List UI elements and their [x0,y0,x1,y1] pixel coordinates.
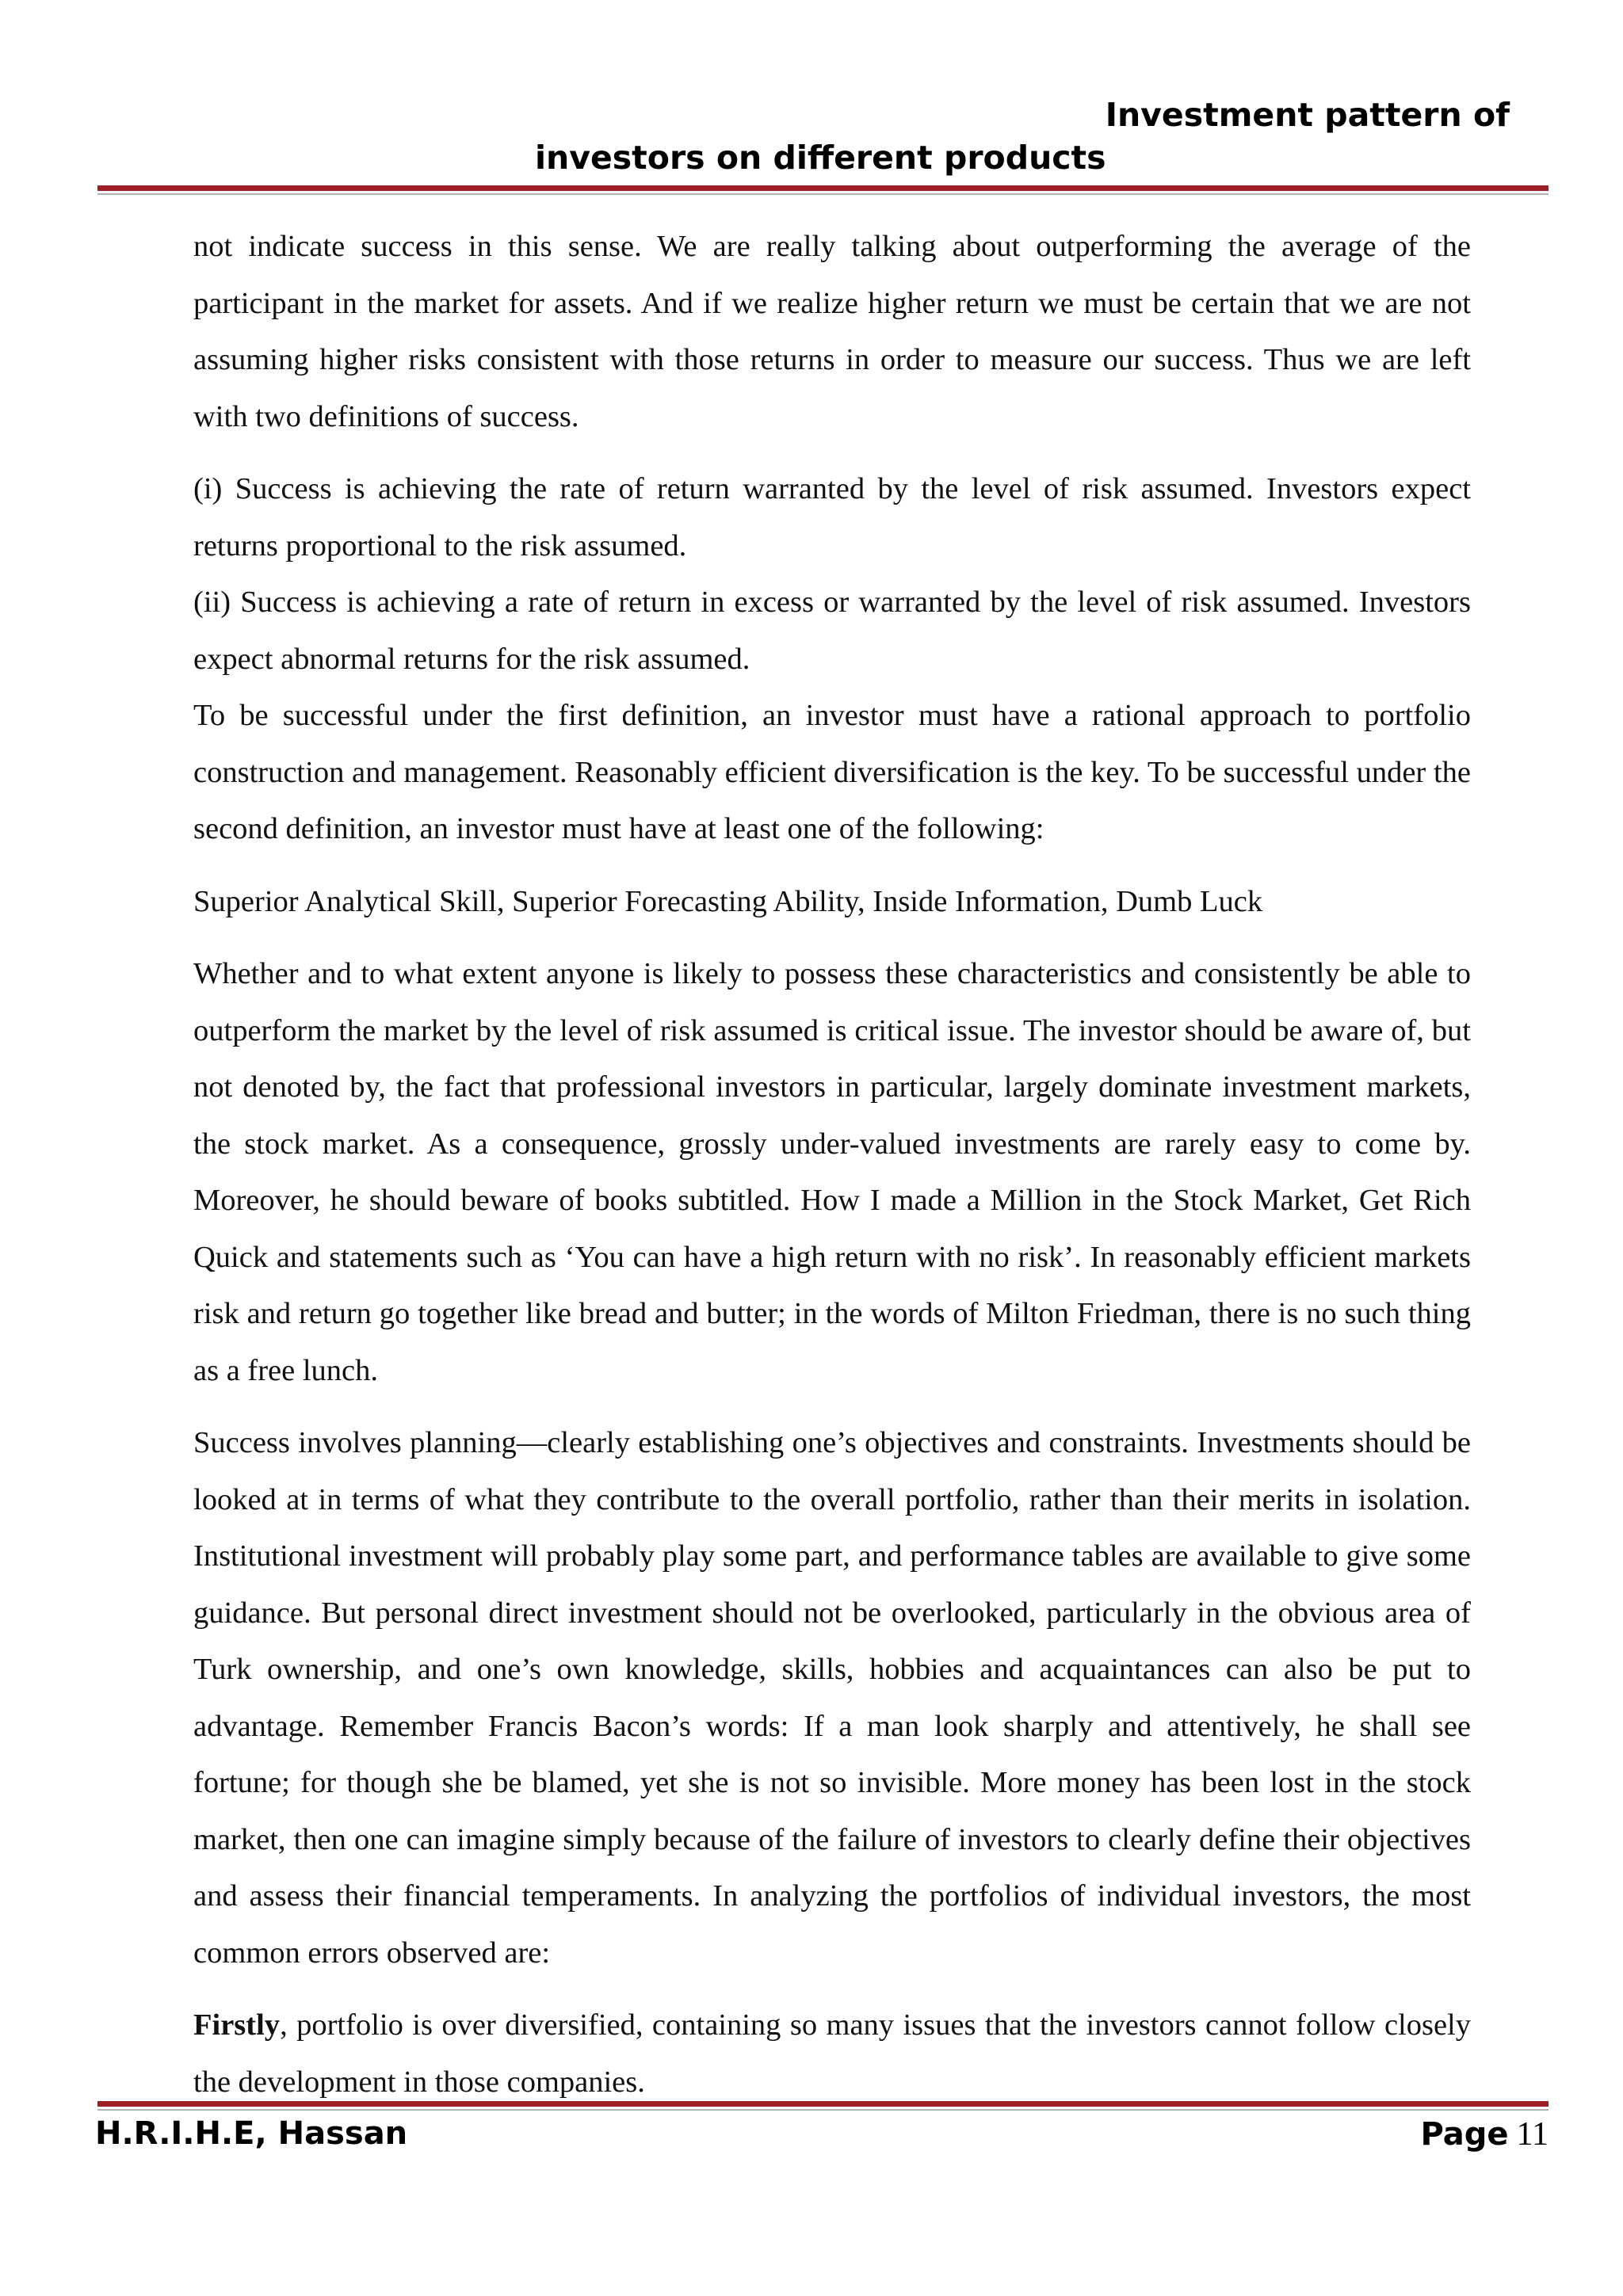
paragraph-definition-2: (ii) Success is achieving a rate of return in excess or warranted by the level of risk assumed. Investors expect abnormal returns for the risk assumed. [193,585,1471,676]
footer-author: H.R.I.H.E, Hassan [95,2115,408,2152]
footer-rule-thin [97,2109,1549,2111]
header-rule-thin [97,193,1549,195]
paragraph-5: Success involves planning—clearly establishing one’s objectives and constraints. Investments should be looked at in terms of what they contribute to the overall portfolio, rather than their merits in isolation. Institutional investment will probably play some part, and performance tables are available to give some guidance. But personal direct investment should not be overlooked, particularly in the obvious area of Turk ownership, and one’s own knowledge, skills, hobbies and acquaintances can also be put to advantage. Remember Francis Bacon’s words: If a man look sharply and attentively, he shall see fortune; for though she be blamed, yet she is not so invisible. More money has been lost in the stock market, then one can imagine simply because of the failure of investors to clearly define their objectives and assess their financial temperaments. In analyzing the portfolios of individual investors, the most common errors observed are: [193,1426,1471,1970]
footer-rule-thick [97,2101,1549,2107]
paragraph-skills-list: Superior Analytical Skill, Superior Forecasting Ability, Inside Information, Dumb Luck [193,884,1263,918]
firstly-text: , portfolio is over diversified, containing so many issues that the investors cannot follow closely the development in those companies. [193,2008,1471,2099]
header-rule-thick [97,185,1549,191]
paragraph-4: Whether and to what extent anyone is likely to possess these characteristics and consistently be able to outperform the market by the level of risk assumed is critical issue. The investor should be aware of, but not denoted by, the fact that professional investors in particular, largely dominate investment markets, the stock market. As a consequence, grossly under-valued investments are rarely easy to come by. Moreover, he should beware of books subtitled. How I made a Million in the Stock Market, Get Rich Quick and statements such as ‘You can have a high return with no risk’. In reasonably efficient markets risk and return go together like bread and butter; in the words of Milton Friedman, there is no such thing as a free lunch. [193,957,1471,1387]
page-label: Page [1420,2116,1509,2153]
header-title-line2: investors on different products [535,139,1106,177]
document-body [193,219,1471,2111]
paragraph-definition-1: (i) Success is achieving the rate of return warranted by the level of risk assumed. Investors expect returns proportional to the risk assumed. [193,472,1471,563]
firstly-bold: Firstly [193,2008,281,2042]
paragraph-3: To be successful under the first definition, an investor must have a rational approach to portfolio construction and management. Reasonably efficient diversification is the key. To be successful under the second definition, an investor must have at least one of the following: [193,699,1471,845]
footer-page [1421,2115,1549,2153]
page-number: 11 [1516,2116,1549,2153]
header-title-line1: Investment pattern of [1105,96,1510,134]
paragraph-1: not indicate success in this sense. We are really talking about outperforming the average of the participant in the market for assets. And if we realize higher return we must be certain that we are not assuming higher risks consistent with those returns in order to measure our success. Thus we are left with two definitions of success. [193,230,1471,433]
page-header-title [95,93,1510,179]
paragraph-firstly [193,1997,1471,2111]
